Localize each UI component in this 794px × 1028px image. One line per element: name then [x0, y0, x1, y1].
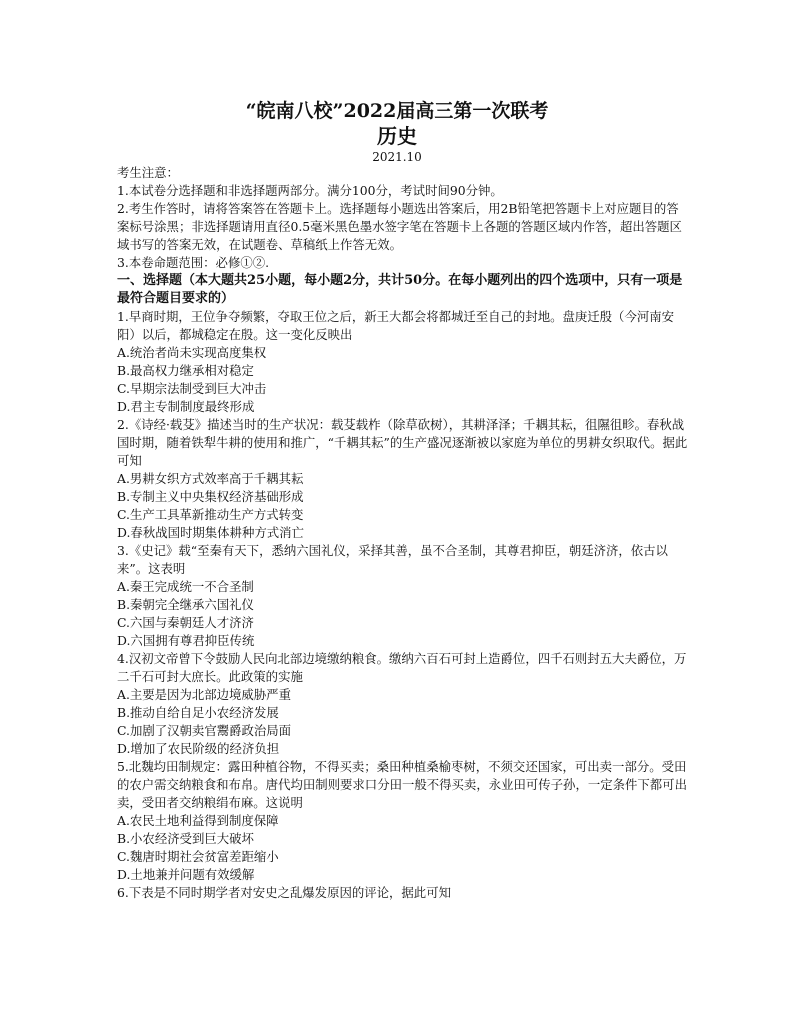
- exam-title: “皖南八校”2022届高三第一次联考: [245, 100, 549, 122]
- option-c: C.加剧了汉朝卖官鬻爵政治局面: [117, 723, 292, 738]
- question: [117, 308, 689, 416]
- section-heading: 一、选择题（本大题共25小题，每小题2分，共计50分。在每小题列出的四个选项中，只有一项是最符合题目要求的）: [117, 273, 683, 306]
- option-d: D.君主专制制度最终形成: [117, 399, 255, 414]
- question: [117, 542, 689, 650]
- question-stem: 5.北魏均田制规定：露田种植谷物，不得买卖；桑田种植桑榆枣树，不须交还国家，可出卖一部分。受田的农户需交纳粮食和布帛。唐代均田制则要求口分田一般不得买卖，永业田可传子孙，一定条件下都可出卖，受田者交纳粮绢布麻。这说明: [117, 759, 687, 810]
- option-a: A.统治者尚未实现高度集权: [117, 345, 267, 360]
- question: [117, 884, 689, 902]
- question-stem: 2.《诗经·载芟》描述当时的生产状况：载芟载柞（除草砍树），其耕泽泽；千耦其耘，徂隰徂畛。春秋战国时期，随着铁犁牛耕的使用和推广，“千耦其耘”的生产盛况逐渐被以家庭为单位的男耕女织取代。据此可知: [117, 417, 688, 468]
- question: [117, 416, 689, 542]
- option-c: C.生产工具革新推动生产方式转变: [117, 507, 304, 522]
- question: [117, 758, 689, 884]
- question-stem: 4.汉初文帝曾下令鼓励人民向北部边境缴纳粮食。缴纳六百石可封上造爵位，四千石则封五大夫爵位，万二千石可封大庶长。此政策的实施: [117, 651, 687, 684]
- option-d: D.六国拥有尊君抑臣传统: [117, 633, 255, 648]
- note-item: 3.本卷命题范围：必修①②.: [117, 255, 270, 270]
- option-a: A.农民土地利益得到制度保障: [117, 813, 279, 828]
- option-c: C.六国与秦朝廷人才济济: [117, 615, 254, 630]
- option-d: D.土地兼并问题有效缓解: [117, 867, 255, 882]
- question-stem: 3.《史记》载“至秦有天下，悉纳六国礼仪，采择其善，虽不合圣制，其尊君抑臣，朝廷济济，依古以来”。这表明: [117, 543, 668, 576]
- question-stem: 1.早商时期，王位争夺频繁，夺取王位之后，新王大都会将都城迁至自己的封地。盘庚迁殷（今河南安阳）以后，都城稳定在殷。这一变化反映出: [117, 309, 675, 342]
- question: [117, 650, 689, 758]
- exam-body: [117, 164, 689, 902]
- option-a: A.主要是因为北部边境威胁严重: [117, 687, 291, 702]
- option-b: B.小农经济受到巨大破坏: [117, 831, 254, 846]
- option-b: B.秦朝完全继承六国礼仪: [117, 597, 254, 612]
- question-stem: 6.下表是不同时期学者对安史之乱爆发原因的评论，据此可知: [117, 885, 451, 900]
- subject-title: 历史: [377, 124, 417, 148]
- option-c: C.魏唐时期社会贫富差距缩小: [117, 849, 279, 864]
- note-item: 2.考生作答时，请将答案答在答题卡上。选择题每小题选出答案后，用2B铅笔把答题卡上对应题目的答案标号涂黑；非选择题请用直径0.5毫米黑色墨水签字笔在答题卡上各题的答题区域内作答，超出答题区域书写的答案无效，在试题卷、草稿纸上作答无效。: [117, 201, 682, 252]
- notes-heading: 考生注意：: [117, 165, 179, 180]
- option-a: A.秦王完成统一不合圣制: [117, 579, 254, 594]
- option-a: A.男耕女织方式效率高于千耦其耘: [117, 471, 304, 486]
- option-c: C.早期宗法制受到巨大冲击: [117, 381, 267, 396]
- option-b: B.推动自给自足小农经济发展: [117, 705, 279, 720]
- exam-date: 2021.10: [372, 150, 422, 164]
- option-b: B.最高权力继承相对稳定: [117, 363, 254, 378]
- option-d: D.春秋战国时期集体耕种方式消亡: [117, 525, 304, 540]
- option-d: D.增加了农民阶级的经济负担: [117, 741, 280, 756]
- option-b: B.专制主义中央集权经济基础形成: [117, 489, 304, 504]
- note-item: 1.本试卷分选择题和非选择题两部分。满分100分，考试时间90分钟。: [117, 183, 503, 198]
